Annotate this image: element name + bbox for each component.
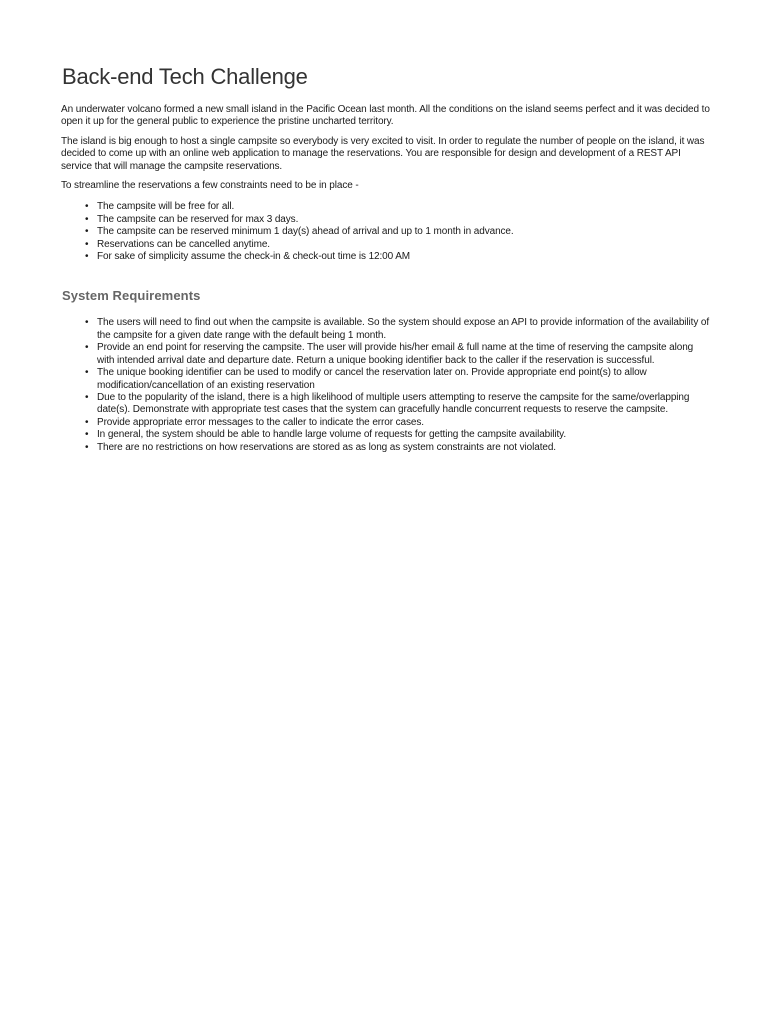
list-item: • Reservations can be cancelled anytime. — [97, 239, 711, 251]
constraints-list — [61, 201, 711, 263]
document-title: Back-end Tech Challenge — [62, 64, 308, 89]
document-page — [61, 62, 711, 454]
list-item: • In general, the system should be able to handle large volume of requests for getting the campsite availability. — [97, 429, 711, 441]
list-item: • The campsite will be free for all. — [97, 201, 711, 213]
list-item: • The users will need to find out when the campsite is available. So the system should expose an API to provide information of the availability of the campsite for a given date range with the default being 1 month. — [97, 317, 711, 342]
list-item: • Provide appropriate error messages to the caller to indicate the error cases. — [97, 417, 711, 429]
requirements-list — [61, 317, 711, 453]
list-item: • Due to the popularity of the island, there is a high likelihood of multiple users attempting to reserve the campsite for the same/overlapping date(s). Demonstrate with appropriate test cases that the system can gracefully handle concurrent requests to reserve the campsite. — [97, 392, 711, 417]
list-item: • For sake of simplicity assume the check-in & check-out time is 12:00 AM — [97, 251, 711, 263]
intro-paragraph: To streamline the reservations a few constraints need to be in place - — [61, 180, 359, 192]
list-item: • The unique booking identifier can be used to modify or cancel the reservation later on. Provide appropriate end point(s) to allow modification/cancellation of an existing reservation — [97, 367, 711, 392]
intro-paragraph: The island is big enough to host a single campsite so everybody is very excited to visit. In order to regulate the number of people on the island, it was decided to come up with an online web application to manage the reservations. You are responsible for design and development of a REST API service that will manage the campsite reservations. — [61, 135, 705, 172]
intro-paragraph: An underwater volcano formed a new small island in the Pacific Ocean last month. All the conditions on the island seems perfect and it was decided to open it up for the general public to experience the pristine uncharted territory. — [61, 104, 710, 128]
section-heading: System Requirements — [62, 288, 201, 304]
list-item: • There are no restrictions on how reservations are stored as as long as system constraints are not violated. — [97, 442, 711, 454]
list-item: • Provide an end point for reserving the campsite. The user will provide his/her email & full name at the time of reserving the campsite along with intended arrival date and departure date. Return a unique booking identifier back to the caller if the reservation is successful. — [97, 342, 711, 367]
list-item: • The campsite can be reserved for max 3 days. — [97, 214, 711, 226]
list-item: • The campsite can be reserved minimum 1 day(s) ahead of arrival and up to 1 month in advance. — [97, 226, 711, 238]
